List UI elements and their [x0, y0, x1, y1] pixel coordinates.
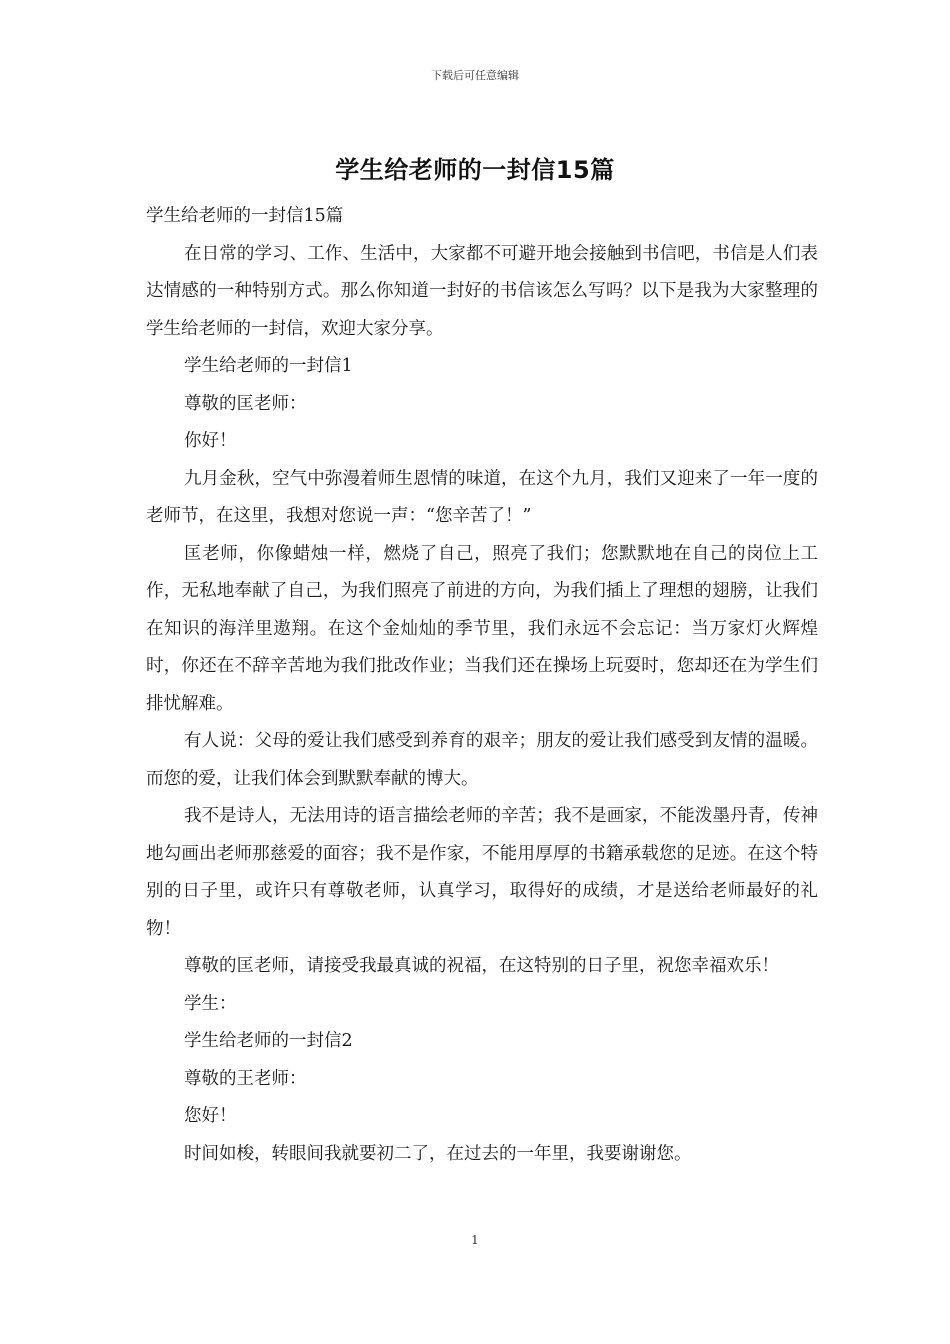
signature-line: 学生： — [184, 993, 237, 1014]
section-heading: 学生给老师的一封信1 — [184, 356, 353, 376]
salutation: 尊敬的王老师： — [184, 1068, 307, 1089]
paragraph: 九月金秋，空气中弥漫着师生恩情的味道，在这个九月，我们又迎来了一年一度的老师节，在这里，我想对您说一声：“您辛苦了！” — [146, 468, 818, 526]
greeting: 你好！ — [184, 431, 237, 451]
paragraph: 学生给老师的一封信15篇 — [146, 206, 344, 226]
document-body — [146, 198, 818, 1173]
paragraph: 匡老师，你像蜡烛一样，燃烧了自己，照亮了我们；您默默地在自己的岗位上工作，无私地奉献了自己，为我们照亮了前进的方向，为我们插上了理想的翅膀，让我们在知识的海洋里遨翔。在这个金灿灿的季节里，我们永远不会忘记：当万家灯火辉煌时，你还在不辞辛苦地为我们批改作业；当我们还在操场上玩耍时，您却还在为学生们排忧解难。 — [146, 543, 818, 714]
paragraph: 有人说：父母的爱让我们感受到养育的艰辛；朋友的爱让我们感受到友情的温暖。而您的爱，让我们体会到默默奉献的博大。 — [146, 731, 818, 789]
salutation: 尊敬的匡老师： — [184, 393, 307, 414]
paragraph: 我不是诗人，无法用诗的语言描绘老师的辛苦；我不是画家，不能泼墨丹青，传神地勾画出老师那慈爱的面容；我不是作家，不能用厚厚的书籍承载您的足迹。在这个特别的日子里，或许只有尊敬老师，认真学习，取得好的成绩，才是送给老师最好的礼物！ — [146, 806, 818, 939]
paragraph: 在日常的学习、工作、生活中，大家都不可避开地会接触到书信吧，书信是人们表达情感的一种特别方式。那么你知道一封好的书信该怎么写吗？以下是我为大家整理的学生给老师的一封信，欢迎大家分享。 — [146, 243, 818, 339]
paragraph: 时间如梭，转眼间我就要初二了，在过去的一年里，我要谢谢您。 — [184, 1143, 692, 1164]
document-title: 学生给老师的一封信15篇 — [335, 156, 615, 184]
greeting: 您好！ — [184, 1106, 237, 1126]
page-number: 1 — [471, 1233, 479, 1247]
section-heading: 学生给老师的一封信2 — [184, 1031, 353, 1051]
header-note: 下载后可任意编辑 — [431, 69, 519, 82]
paragraph: 尊敬的匡老师，请接受我最真诚的祝福，在这特别的日子里，祝您幸福欢乐！ — [184, 956, 779, 976]
